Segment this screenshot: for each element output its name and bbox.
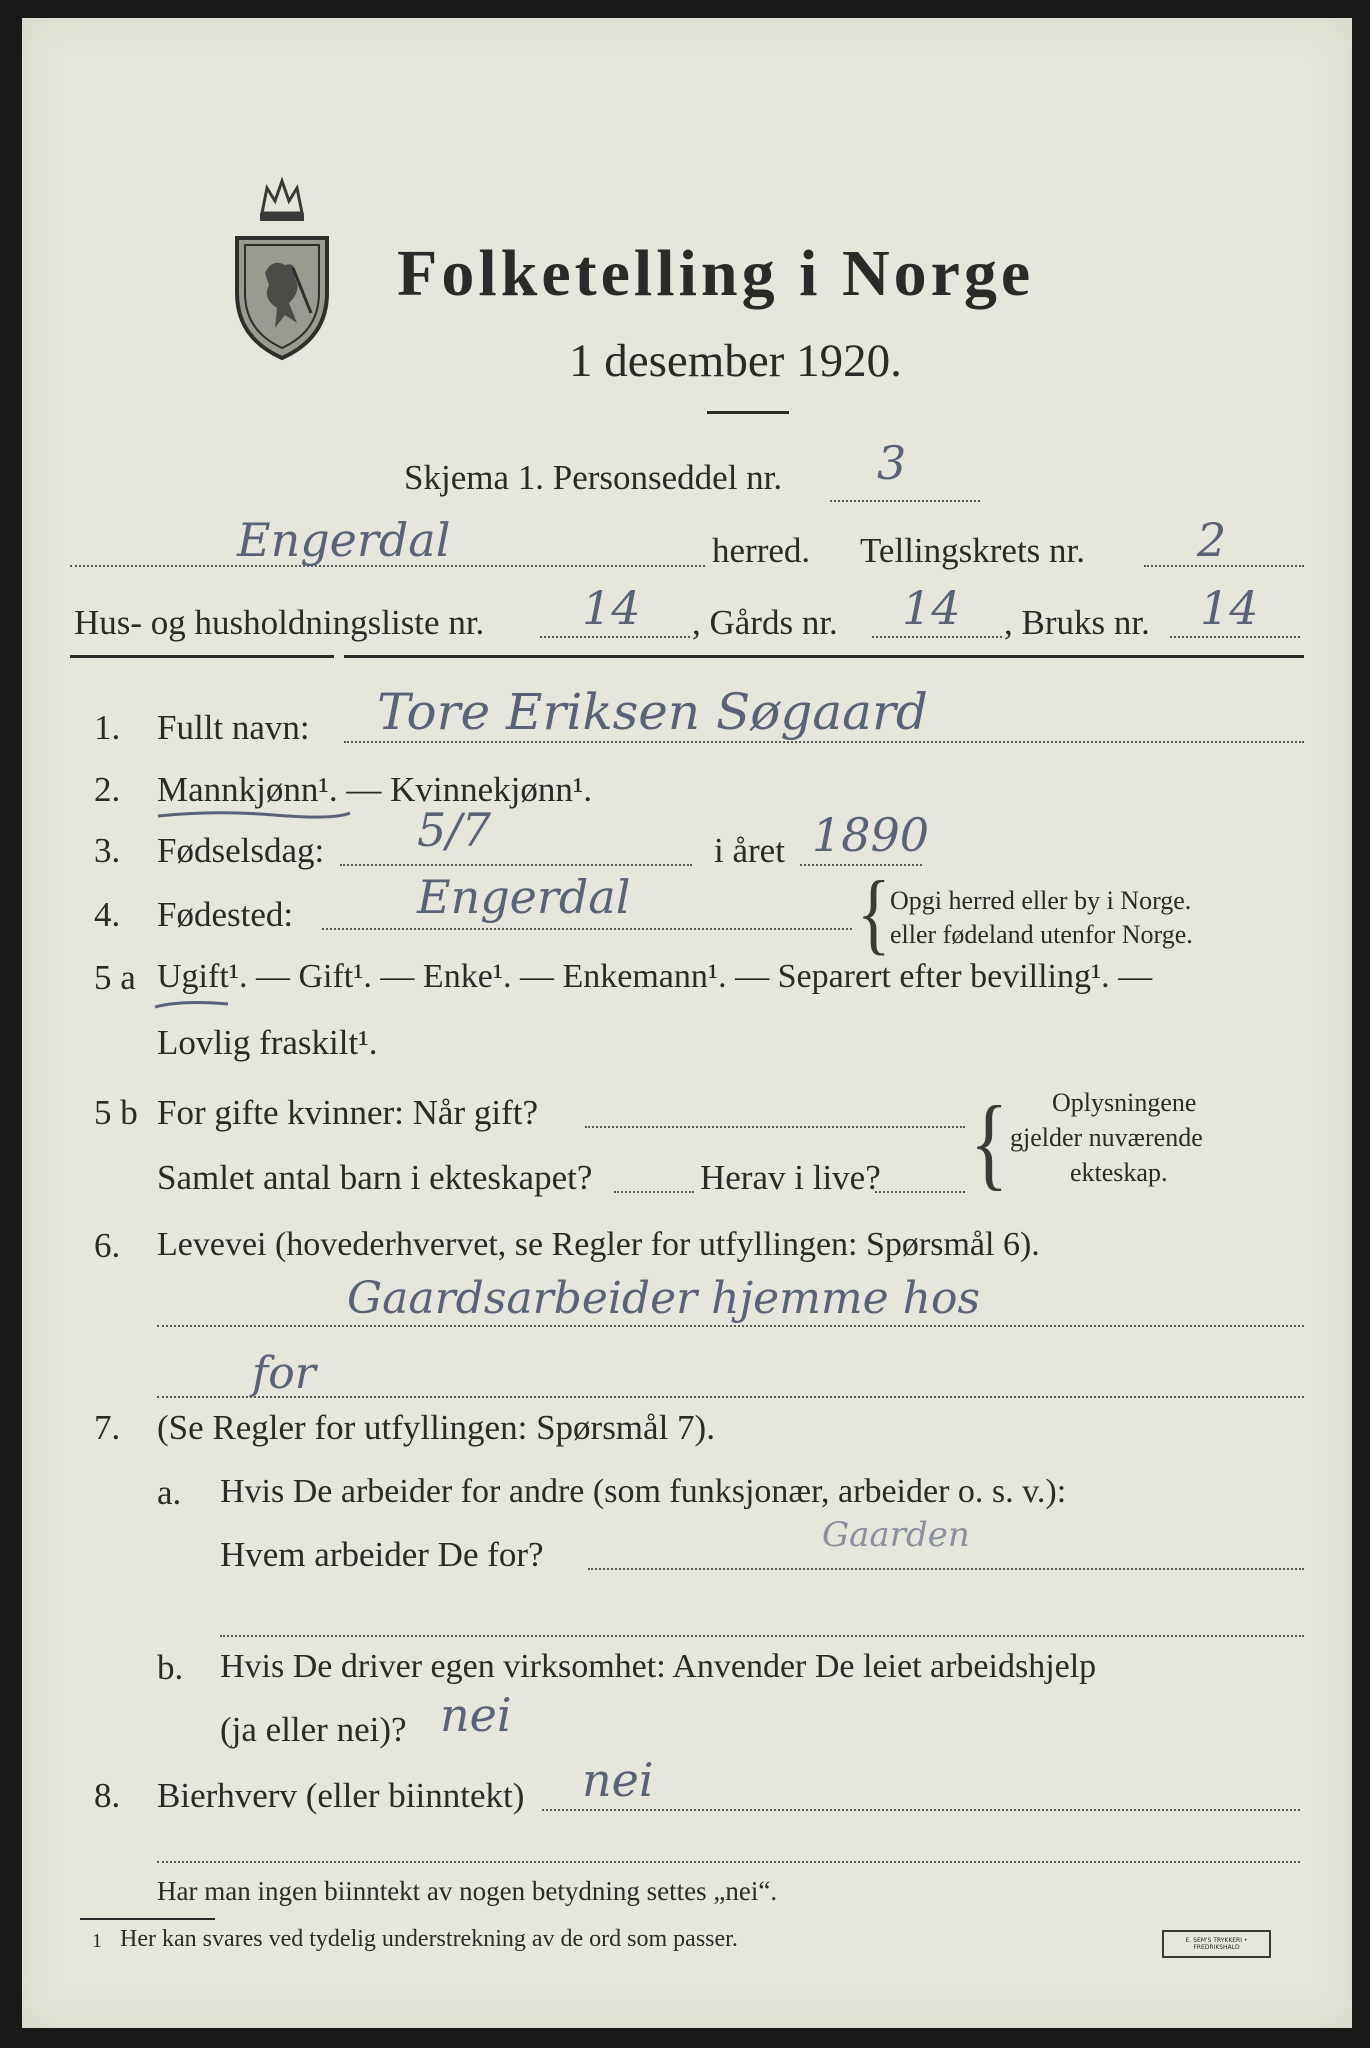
q5a-number: 5 a [94, 958, 136, 997]
q5a-line2: Lovlig fraskilt¹. [157, 1023, 378, 1062]
q7-number: 7. [94, 1408, 121, 1447]
skjema-label: Skjema 1. Personseddel nr. [404, 458, 783, 497]
skjema-value: 3 [877, 436, 907, 490]
q7a-line1: Hvis De arbeider for andre (som funksjonær, arbeider o. s. v.): [220, 1473, 1067, 1510]
q3-label: Fødselsdag: [157, 831, 325, 870]
q3-number: 3. [94, 831, 121, 870]
q5a-line1: Ugift¹. — Gift¹. — Enke¹. — Enkemann¹. — Separert efter bevilling¹. — [157, 958, 1153, 995]
gards-label: , Gårds nr. [692, 603, 838, 642]
q5b-married-field-line [585, 1126, 965, 1128]
footnote-number: 1 [92, 1930, 102, 1952]
q4-note-brace: { [857, 864, 891, 965]
q7b-line1: Hvis De driver egen virksomhet: Anvender De leiet arbeidshjelp [220, 1648, 1097, 1685]
q1-field-line [344, 741, 1304, 743]
q4-field-line [322, 928, 852, 930]
q1-label: Fullt navn: [157, 708, 310, 747]
q4-value: Engerdal [417, 870, 631, 924]
census-form-page [22, 18, 1352, 2028]
tellingskrets-value: 2 [1197, 513, 1227, 567]
q1-number: 1. [94, 708, 121, 747]
header-divider-left [70, 655, 334, 658]
printer-stamp [1162, 1930, 1271, 1958]
q4-note-line1: Opgi herred eller by i Norge. [890, 886, 1192, 915]
q7a-letter: a. [157, 1473, 182, 1512]
gards-value: 14 [902, 581, 961, 635]
q8-extra-line [157, 1861, 1300, 1863]
gards-field-line [872, 636, 1002, 638]
q8-value: nei [582, 1753, 654, 1807]
hus-label: Hus- og husholdningsliste nr. [74, 603, 485, 642]
q2-underline-mark [154, 808, 354, 822]
tellingskrets-label: Tellingskrets nr. [860, 531, 1086, 570]
q3-year-value: 1890 [812, 808, 930, 862]
q4-label: Fødested: [157, 895, 294, 934]
census-date: 1 desember 1920. [569, 335, 902, 387]
herred-label: herred. [712, 531, 811, 570]
q3-value: 5/7 [417, 803, 492, 857]
q2-number: 2. [94, 770, 121, 809]
q5a-underline-mark [152, 998, 232, 1012]
bruks-value: 14 [1200, 581, 1259, 635]
q5b-alive-field-line [875, 1191, 965, 1193]
q5b-note2: gjelder nuværende [1010, 1123, 1203, 1152]
footer-note: Har man ingen biinntekt av nogen betydning settes „nei“. [157, 1876, 778, 1906]
q5b-note1: Oplysningene [1052, 1088, 1197, 1117]
bruks-field-line [1170, 636, 1300, 638]
q6-value-line2: for [252, 1348, 316, 1399]
q7a-extra-line [220, 1635, 1304, 1637]
printer-stamp-text: E. SEM'S TRYKKERI • FREDRIKSHALD [1185, 1937, 1248, 1951]
q6-value-line1: Gaardsarbeider hjemme hos [347, 1273, 981, 1324]
q7a-value: Gaarden [822, 1515, 970, 1555]
q3-field-line [340, 864, 692, 866]
page-title: Folketelling i Norge [397, 237, 1035, 310]
q7b-value: nei [440, 1688, 512, 1742]
q8-field-line [542, 1809, 1300, 1811]
q5b-line2a: Samlet antal barn i ekteskapet? [157, 1158, 593, 1197]
footnote-divider [80, 1918, 215, 1920]
q3-year-label: i året [714, 831, 785, 870]
q8-number: 8. [94, 1776, 121, 1815]
q8-label: Bierhverv (eller biinntekt) [157, 1776, 525, 1815]
footnote-text: Her kan svares ved tydelig understrekning av de ord som passer. [120, 1926, 738, 1952]
q5b-number: 5 b [94, 1093, 138, 1132]
title-divider [707, 411, 789, 414]
q2-label: Mannkjønn¹. — Kvinnekjønn¹. [157, 770, 593, 809]
q5b-note3: ekteskap. [1070, 1158, 1168, 1187]
q7a-line2: Hvem arbeider De for? [220, 1535, 544, 1574]
q6-number: 6. [94, 1226, 121, 1265]
q6-field-line2 [157, 1396, 1304, 1398]
q5b-note-brace: { [970, 1085, 1009, 1201]
q6-label: Levevei (hovederhvervet, se Regler for utfyllingen: Spørsmål 6). [157, 1226, 1040, 1263]
q4-number: 4. [94, 895, 121, 934]
q5b-line1: For gifte kvinner: Når gift? [157, 1093, 539, 1132]
hus-value: 14 [582, 581, 641, 635]
q1-value: Tore Eriksen Søgaard [377, 683, 928, 741]
q7a-field-line [588, 1568, 1304, 1570]
hus-field-line [540, 636, 690, 638]
q7b-letter: b. [157, 1648, 184, 1687]
q6-field-line1 [157, 1325, 1304, 1327]
q5b-children-field-line [614, 1191, 694, 1193]
bruks-label: , Bruks nr. [1004, 603, 1150, 642]
header-divider-right [344, 655, 1304, 658]
skjema-field-line [830, 500, 980, 502]
q5b-line2b: Herav i live? [700, 1158, 881, 1197]
norwegian-coat-of-arms-icon [227, 173, 337, 363]
q4-note-line2: eller fødeland utenfor Norge. [890, 920, 1193, 949]
herred-value: Engerdal [237, 513, 451, 567]
q7-label: (Se Regler for utfyllingen: Spørsmål 7). [157, 1408, 715, 1447]
q7b-line2: (ja eller nei)? [220, 1710, 407, 1749]
